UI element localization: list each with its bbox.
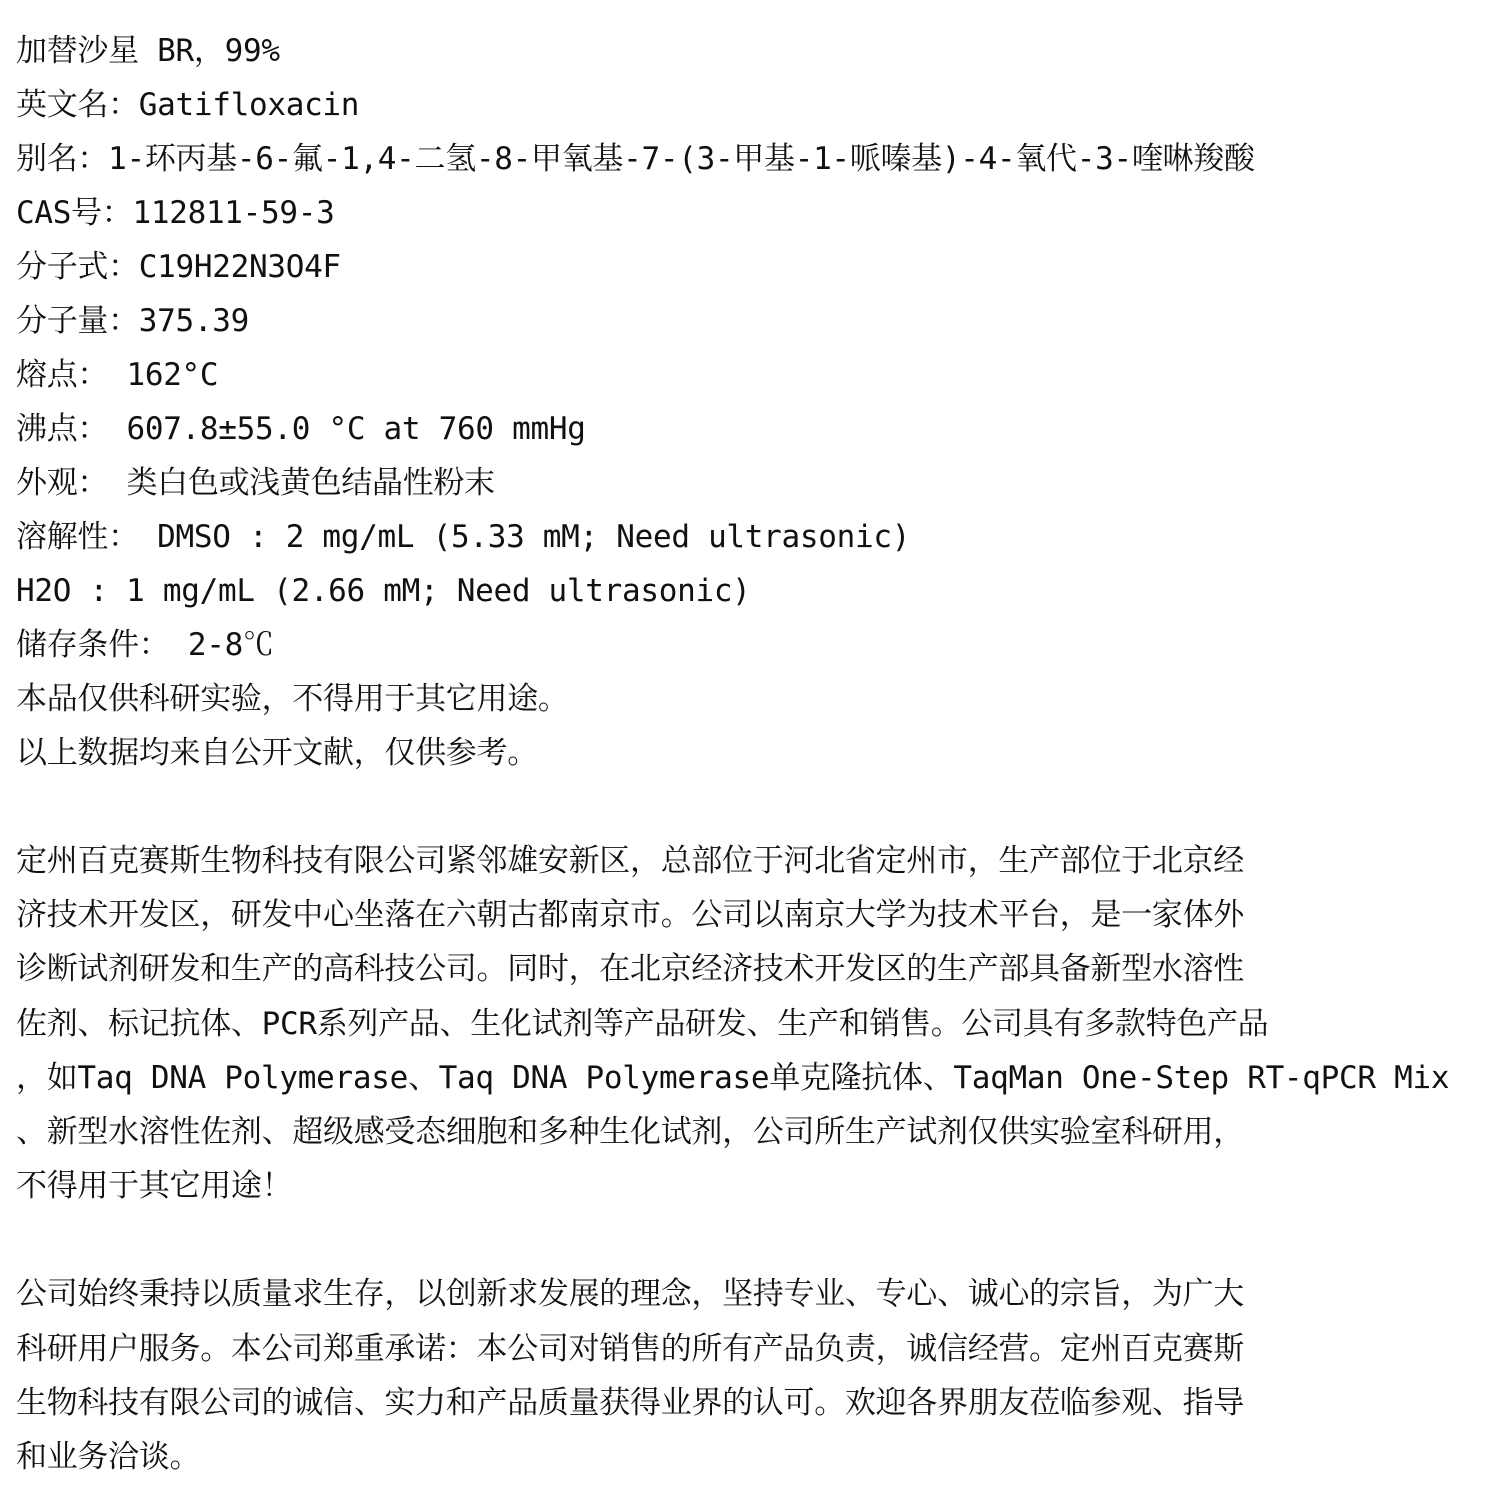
solubility-dmso: 溶解性： DMSO : 2 mg/mL (5.33 mM; Need ultrasonic)	[16, 519, 911, 555]
paragraph-line: 和业务洽谈。	[16, 1438, 201, 1475]
paragraph-line: 诊断试剂研发和生产的高科技公司。同时，在北京经济技术开发区的生产部具备新型水溶性	[16, 951, 1244, 988]
product-title: 加替沙星 BR，99%	[16, 33, 280, 69]
paragraph-line: ，如Taq DNA Polymerase、Taq DNA Polymerase单克隆抗体、TaqMan One-Step RT-qPCR Mix	[16, 1059, 1450, 1096]
company-intro-paragraph	[16, 834, 1486, 1213]
molecular-weight: 分子量：375.39	[16, 303, 249, 339]
english-name: 英文名：Gatifloxacin	[16, 87, 360, 123]
paragraph-line: 济技术开发区，研发中心坐落在六朝古都南京市。公司以南京大学为技术平台，是一家体外	[16, 897, 1244, 934]
spacer	[16, 780, 1486, 834]
paragraph-line: 佐剂、标记抗体、PCR系列产品、生化试剂等产品研发、生产和销售。公司具有多款特色产品	[16, 1005, 1269, 1042]
alias: 别名：1-环丙基-6-氟-1,4-二氢-8-甲氧基-7-(3-甲基-1-哌嗪基)-4-氧代-3-喹啉羧酸	[16, 141, 1255, 177]
paragraph-line: 生物科技有限公司的诚信、实力和产品质量获得业界的认可。欢迎各界朋友莅临参观、指导	[16, 1384, 1244, 1421]
paragraph-line: 定州百克赛斯生物科技有限公司紧邻雄安新区，总部位于河北省定州市，生产部位于北京经	[16, 843, 1244, 879]
spacer	[16, 1213, 1486, 1267]
molecular-formula: 分子式：C19H22N3O4F	[16, 249, 341, 285]
product-document	[16, 24, 1486, 1484]
spec-list	[16, 24, 1486, 780]
appearance: 外观： 类白色或浅黄色结晶性粉末	[16, 465, 495, 501]
paragraph-line: 公司始终秉持以质量求生存，以创新求发展的理念，坚持专业、专心、诚心的宗旨，为广大	[16, 1276, 1244, 1313]
paragraph-line: 不得用于其它用途！	[16, 1168, 293, 1205]
research-use-notice: 本品仅供科研实验，不得用于其它用途。	[16, 681, 569, 717]
data-source-notice: 以上数据均来自公开文献，仅供参考。	[16, 735, 538, 771]
melting-point: 熔点： 162°C	[16, 357, 219, 393]
storage-conditions: 储存条件： 2-8℃	[16, 627, 274, 663]
cas-number: CAS号：112811-59-3	[16, 195, 335, 231]
service-commitment-paragraph	[16, 1267, 1486, 1484]
paragraph-line: 、新型水溶性佐剂、超级感受态细胞和多种生化试剂，公司所生产试剂仅供实验室科研用，	[16, 1113, 1244, 1150]
solubility-h2o: H2O : 1 mg/mL (2.66 mM; Need ultrasonic)	[16, 573, 751, 609]
boiling-point: 沸点： 607.8±55.0 °C at 760 mmHg	[16, 411, 586, 447]
paragraph-line: 科研用户服务。本公司郑重承诺：本公司对销售的所有产品负责，诚信经营。定州百克赛斯	[16, 1330, 1244, 1367]
